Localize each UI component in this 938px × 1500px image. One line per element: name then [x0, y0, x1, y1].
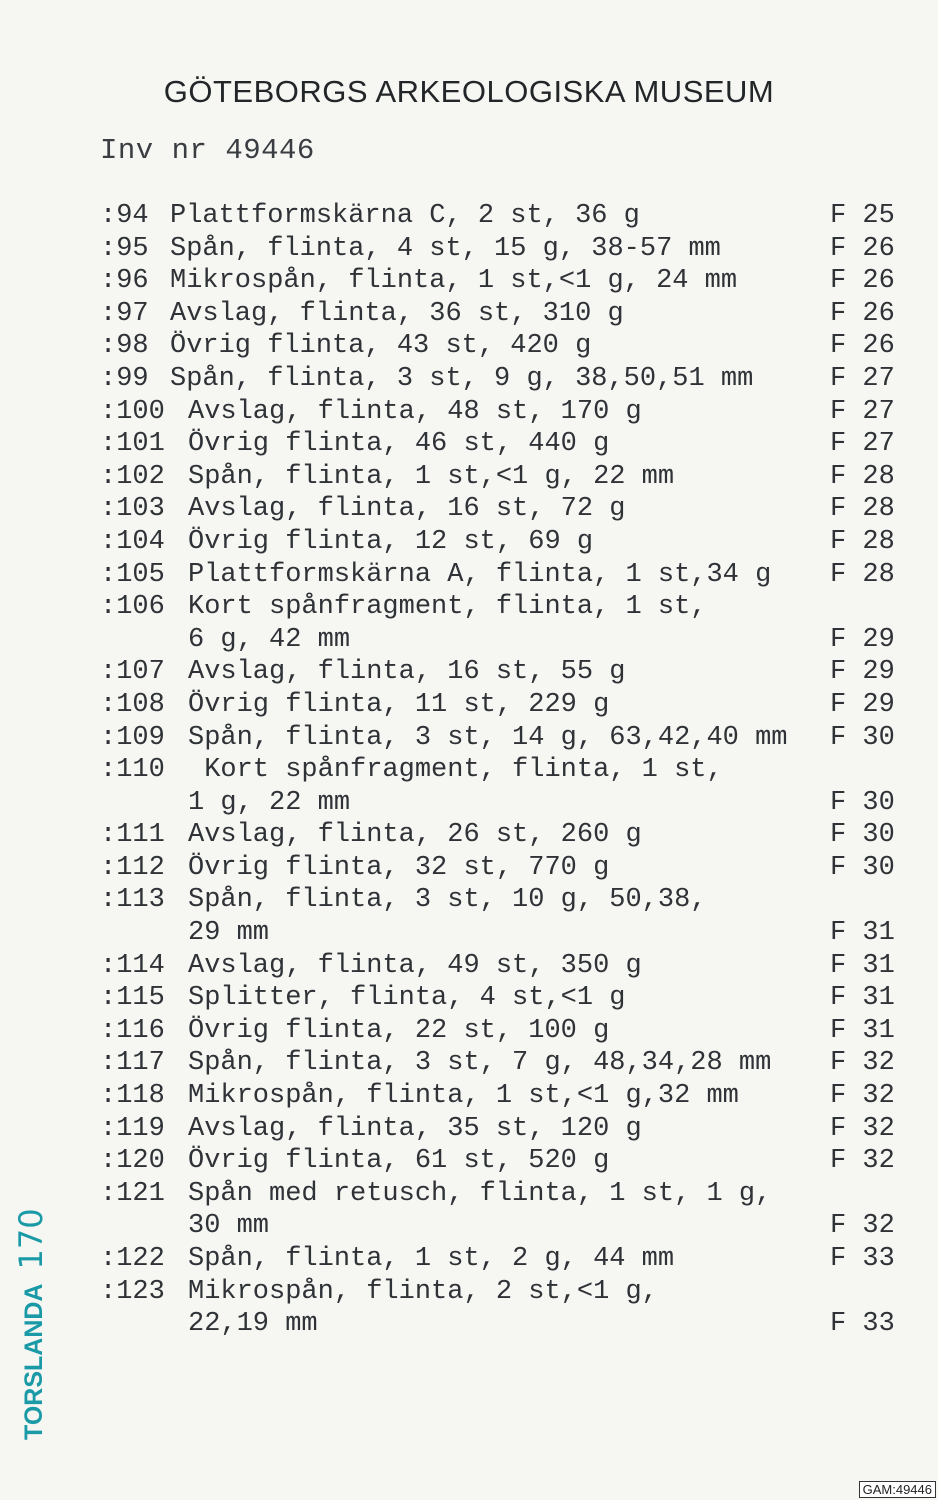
- entry-find-ref: F 29: [830, 657, 895, 688]
- entry-find-ref: F 25: [830, 201, 895, 231]
- entry-row: [100, 1276, 910, 1309]
- entry-row: [100, 1210, 910, 1243]
- entry-row: [100, 722, 910, 755]
- entry-number: :102: [100, 461, 165, 492]
- entry-find-ref: F 32: [830, 1211, 895, 1242]
- entry-row: [100, 852, 910, 885]
- entry-number: :110: [100, 755, 165, 786]
- entry-find-ref: F 27: [830, 396, 895, 427]
- entry-number: :103: [100, 494, 165, 525]
- entry-row: [100, 754, 910, 787]
- entry-description: Övrig flinta, 61 st, 520 g: [188, 1146, 610, 1177]
- entry-description: Mikrospån, flinta, 2 st,<1 g,: [188, 1276, 658, 1307]
- entry-find-ref: F 33: [830, 1244, 895, 1274]
- entry-find-ref: F 29: [830, 689, 895, 720]
- entry-find-ref: F 30: [830, 787, 895, 818]
- entry-number: :118: [100, 1081, 165, 1112]
- entry-number: :123: [100, 1276, 165, 1307]
- entry-find-ref: F 27: [830, 363, 895, 394]
- entry-row: [100, 1080, 910, 1113]
- entry-description: 29 mm: [188, 918, 270, 949]
- entry-row: [100, 233, 910, 266]
- entry-number: :113: [100, 885, 165, 916]
- entry-find-ref: F 31: [830, 950, 895, 981]
- entry-row: [100, 559, 910, 592]
- entry-find-ref: F 26: [830, 266, 895, 297]
- entry-description: Spån, flinta, 3 st, 14 g, 63,42,40 mm: [188, 722, 788, 753]
- entry-description: Spån, flinta, 3 st, 10 g, 50,38,: [188, 885, 707, 916]
- entry-number: :117: [100, 1048, 165, 1079]
- entry-description: Övrig flinta, 43 st, 420 g: [170, 331, 592, 362]
- entry-row: [100, 591, 910, 624]
- entry-find-ref: F 28: [830, 559, 895, 590]
- entry-row: [100, 1308, 910, 1341]
- entry-number: :95: [100, 233, 149, 264]
- entry-number: :105: [100, 559, 165, 590]
- entry-find-ref: F 26: [830, 233, 895, 264]
- entry-description: Kort spånfragment, flinta, 1 st,: [188, 592, 707, 623]
- entry-row: [100, 200, 910, 233]
- entry-row: [100, 298, 910, 331]
- entry-number: :106: [100, 592, 165, 623]
- entry-row: [100, 493, 910, 526]
- entry-find-ref: F 27: [830, 429, 895, 460]
- entry-description: Spån med retusch, flinta, 1 st, 1 g,: [188, 1178, 772, 1209]
- entry-row: [100, 950, 910, 983]
- entry-row: [100, 624, 910, 657]
- entry-find-ref: F 30: [830, 722, 895, 753]
- entry-find-ref: F 30: [830, 852, 895, 883]
- entry-row: [100, 656, 910, 689]
- entry-number: :109: [100, 722, 165, 753]
- entry-number: :108: [100, 689, 165, 720]
- entry-row: [100, 787, 910, 820]
- entry-find-ref: F 28: [830, 494, 895, 525]
- entry-find-ref: F 29: [830, 624, 895, 655]
- entry-find-ref: F 33: [830, 1309, 895, 1340]
- site-name: TORSLANDA: [20, 1283, 48, 1440]
- entry-description: 30 mm: [188, 1211, 270, 1242]
- entry-row: [100, 396, 910, 429]
- entry-find-ref: F 32: [830, 1113, 895, 1144]
- entry-number: :122: [100, 1244, 165, 1274]
- entry-number: :116: [100, 1015, 165, 1046]
- entry-row: [100, 1145, 910, 1178]
- entry-find-ref: F 30: [830, 820, 895, 851]
- entry-find-ref: F 31: [830, 983, 895, 1014]
- entry-number: :96: [100, 266, 149, 297]
- entry-number: :112: [100, 852, 165, 883]
- entry-description: Övrig flinta, 32 st, 770 g: [188, 852, 610, 883]
- entry-description: Avslag, flinta, 35 st, 120 g: [188, 1113, 642, 1144]
- entry-description: 22,19 mm: [188, 1309, 318, 1340]
- entry-number: :119: [100, 1113, 165, 1144]
- entry-number: :115: [100, 983, 165, 1014]
- site-number: 170: [12, 1208, 50, 1270]
- entry-number: :120: [100, 1146, 165, 1177]
- entry-number: :99: [100, 363, 149, 394]
- entry-find-ref: F 28: [830, 461, 895, 492]
- entry-row: [100, 1015, 910, 1048]
- entry-description: Spån, flinta, 3 st, 7 g, 48,34,28 mm: [188, 1048, 772, 1079]
- entry-description: Plattformskärna A, flinta, 1 st,34 g: [188, 559, 772, 590]
- entry-row: [100, 461, 910, 494]
- entry-description: Spån, flinta, 3 st, 9 g, 38,50,51 mm: [170, 363, 754, 394]
- entry-description: Avslag, flinta, 36 st, 310 g: [170, 298, 624, 329]
- entry-list: [100, 200, 910, 1341]
- entry-number: :111: [100, 820, 165, 851]
- entry-description: 6 g, 42 mm: [188, 624, 351, 655]
- entry-row: [100, 363, 910, 396]
- entry-description: Kort spånfragment, flinta, 1 st,: [188, 755, 723, 786]
- entry-find-ref: F 26: [830, 331, 895, 362]
- entry-description: Avslag, flinta, 26 st, 260 g: [188, 820, 642, 851]
- entry-description: Splitter, flinta, 4 st,<1 g: [188, 983, 626, 1014]
- entry-description: Avslag, flinta, 48 st, 170 g: [188, 396, 642, 427]
- entry-description: Plattformskärna C, 2 st, 36 g: [170, 201, 640, 231]
- entry-description: Avslag, flinta, 16 st, 55 g: [188, 657, 626, 688]
- museum-title: GÖTEBORGS ARKEOLOGISKA MUSEUM: [163, 74, 775, 109]
- inventory-number: Inv nr 49446: [100, 134, 315, 167]
- entry-find-ref: F 32: [830, 1146, 895, 1177]
- entry-description: Övrig flinta, 11 st, 229 g: [188, 689, 610, 720]
- entry-find-ref: F 28: [830, 526, 895, 557]
- entry-description: Övrig flinta, 12 st, 69 g: [188, 526, 594, 557]
- entry-row: [100, 1178, 910, 1211]
- entry-row: [100, 1243, 910, 1276]
- entry-description: Spån, flinta, 1 st,<1 g, 22 mm: [188, 461, 675, 492]
- entry-row: [100, 1113, 910, 1146]
- archive-stamp: GAM:49446: [859, 1481, 936, 1498]
- entry-description: Övrig flinta, 46 st, 440 g: [188, 429, 610, 460]
- entry-row: [100, 428, 910, 461]
- entry-number: :100: [100, 396, 165, 427]
- entry-find-ref: F 32: [830, 1081, 895, 1112]
- entry-find-ref: F 31: [830, 918, 895, 949]
- entry-number: :101: [100, 429, 165, 460]
- entry-number: :121: [100, 1178, 165, 1209]
- entry-description: Övrig flinta, 22 st, 100 g: [188, 1015, 610, 1046]
- entry-description: Avslag, flinta, 16 st, 72 g: [188, 494, 626, 525]
- entry-description: Mikrospån, flinta, 1 st,<1 g,32 mm: [188, 1081, 739, 1112]
- site-label: [12, 1208, 50, 1440]
- entry-row: [100, 265, 910, 298]
- entry-description: Spån, flinta, 1 st, 2 g, 44 mm: [188, 1244, 675, 1274]
- entry-find-ref: F 31: [830, 1015, 895, 1046]
- entry-number: :98: [100, 331, 149, 362]
- entry-row: [100, 982, 910, 1015]
- entry-description: Avslag, flinta, 49 st, 350 g: [188, 950, 642, 981]
- entry-description: Mikrospån, flinta, 1 st,<1 g, 24 mm: [170, 266, 738, 297]
- entry-description: Spån, flinta, 4 st, 15 g, 38-57 mm: [170, 233, 721, 264]
- entry-number: :114: [100, 950, 165, 981]
- entry-number: :104: [100, 526, 165, 557]
- entry-find-ref: F 26: [830, 298, 895, 329]
- entry-row: [100, 819, 910, 852]
- entry-row: [100, 330, 910, 363]
- entry-row: [100, 917, 910, 950]
- entry-row: [100, 526, 910, 559]
- entry-number: :97: [100, 298, 149, 329]
- entry-find-ref: F 32: [830, 1048, 895, 1079]
- entry-row: [100, 884, 910, 917]
- entry-description: 1 g, 22 mm: [188, 787, 351, 818]
- entry-number: :107: [100, 657, 165, 688]
- entry-row: [100, 1047, 910, 1080]
- entry-row: [100, 689, 910, 722]
- entry-number: :94: [100, 201, 149, 231]
